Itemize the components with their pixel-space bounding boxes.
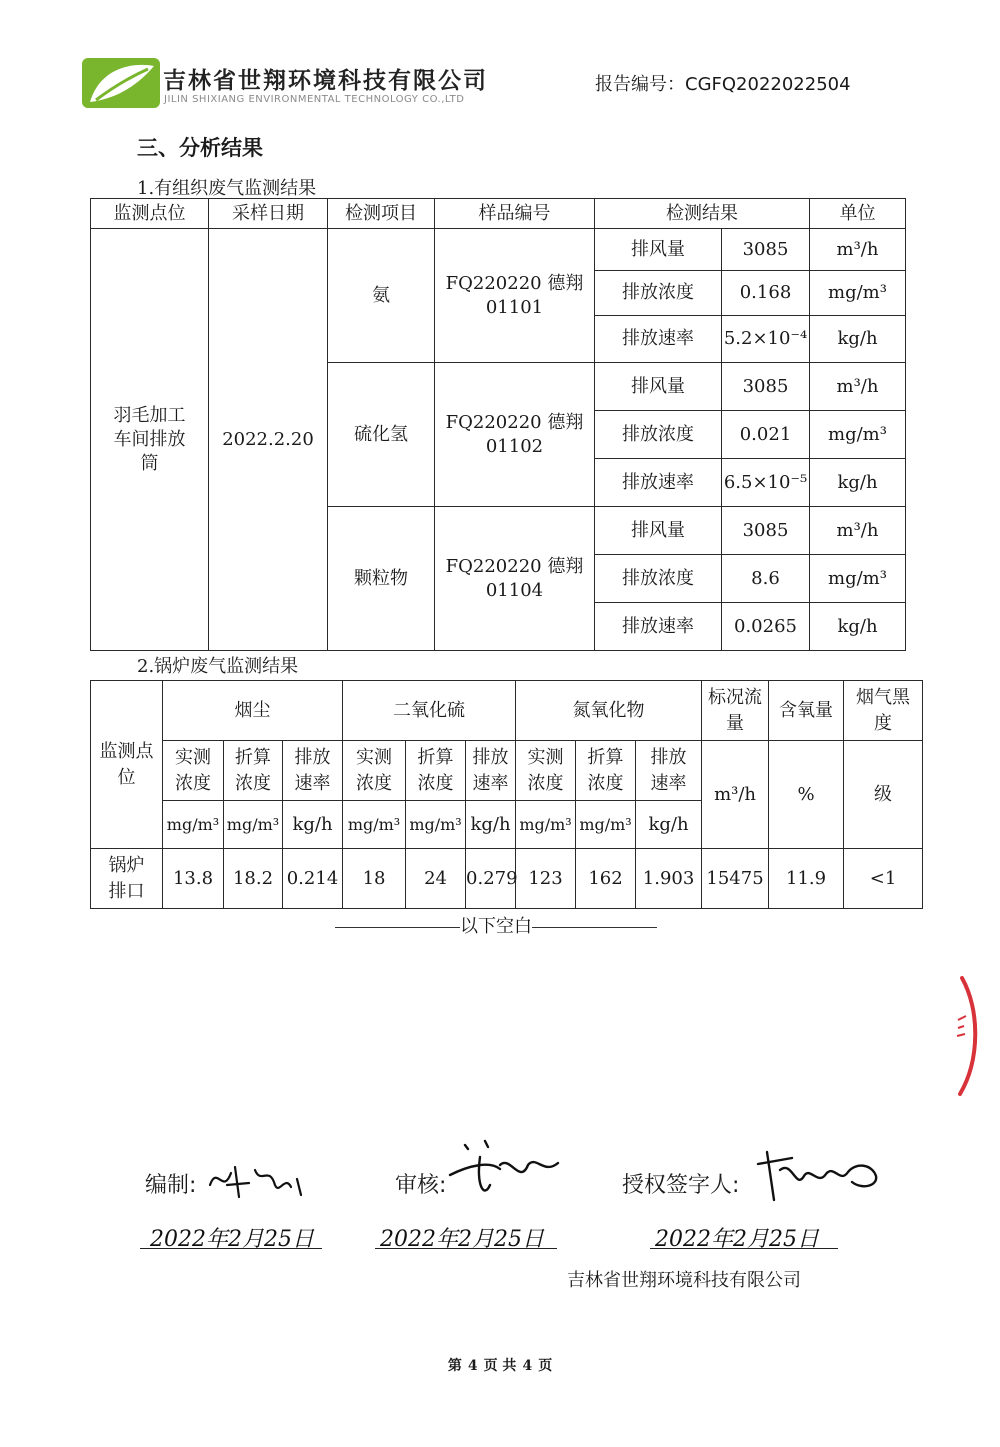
report-number-value: CGFQ2022022504 [685,74,851,95]
location-cell: 锅炉排口 [91,849,163,909]
sub-header: 实测浓度 [516,741,576,801]
sub-header: 排放速率 [466,741,516,801]
end-line-right [532,927,657,928]
page-suffix: 页 [538,1358,553,1374]
sub-header: 排放速率 [283,741,343,801]
unit-cell: mg/m³ [810,271,906,316]
report-number-label: 报告编号： [595,74,685,95]
param-cell: 排风量 [595,363,722,411]
param-cell: 排风量 [595,229,722,271]
sample-cell: FQ220220 德翔 01101 [435,229,595,363]
unit-cell: mg/m³ [576,801,636,849]
report-number [595,70,851,96]
compiler-label: 编制: [145,1173,197,1198]
table-header-row [91,199,906,229]
value-cell: 0.021 [722,411,810,459]
reviewer-date-line [375,1248,557,1249]
unit-cell: mg/m³ [406,801,466,849]
unit-cell: kg/h [636,801,702,849]
boiler-title: 2.锅炉废气监测结果 [137,656,299,677]
unit-cell: kg/h [283,801,343,849]
value-cell: 3085 [722,507,810,555]
unit-cell: kg/h [466,801,516,849]
sub-header: 排放速率 [636,741,702,801]
value-cell: 0.168 [722,271,810,316]
header-cell: 检测结果 [595,199,810,229]
compiler-date-line [140,1248,322,1249]
param-cell: 排放速率 [595,603,722,651]
sample-cell: FQ220220 德翔 01104 [435,507,595,651]
sub-header: 实测浓度 [343,741,406,801]
table-header-row [91,741,923,801]
authorizer-date: 2022年2月25日 [655,1227,819,1252]
extra-header: 烟气黑度 [844,681,923,741]
boiler-table [90,680,923,909]
value-cell: 6.5×10⁻⁵ [722,459,810,507]
value-cell: 0.0265 [722,603,810,651]
extra-unit: 级 [844,741,923,849]
param-cell: 排放速率 [595,316,722,363]
company-name-en: JILIN SHIXIANG ENVIRONMENTAL TECHNOLOGY CO.,LTD [164,94,465,105]
value-cell: 0.279 [466,849,516,909]
header-cell: 监测点位 [91,199,209,229]
date-cell: 2022.2.20 [209,229,328,651]
value-cell: 15475 [702,849,769,909]
compiler-date: 2022年2月25日 [150,1227,314,1252]
value-cell: 18 [343,849,406,909]
reviewer-label: 审核: [395,1173,447,1198]
reviewer-date: 2022年2月25日 [380,1227,544,1252]
page-current: 4 [467,1358,478,1374]
value-cell: 3085 [722,363,810,411]
header-cell: 采样日期 [209,199,328,229]
company-name: 吉林省世翔环境科技有限公司 [163,68,488,94]
param-cell: 排风量 [595,507,722,555]
page-number [0,1355,1000,1375]
value-cell: 11.9 [769,849,844,909]
unit-cell: kg/h [810,603,906,651]
table-row [91,849,923,909]
unit-cell: mg/m³ [343,801,406,849]
organized-table [90,198,906,651]
param-cell: 排放速率 [595,459,722,507]
value-cell: 24 [406,849,466,909]
authorizer-signature [752,1140,887,1210]
end-text: 以下空白 [460,916,532,937]
sample-cell: FQ220220 德翔 01102 [435,363,595,507]
value-cell: 162 [576,849,636,909]
page-total: 4 [522,1358,533,1374]
item-cell: 颗粒物 [328,507,435,651]
unit-cell: kg/h [810,459,906,507]
header-cell: 样品编号 [435,199,595,229]
param-cell: 排放浓度 [595,555,722,603]
unit-cell: m³/h [810,507,906,555]
extra-unit: % [769,741,844,849]
item-cell: 氨 [328,229,435,363]
value-cell: 8.6 [722,555,810,603]
reviewer-signature [440,1135,570,1210]
section-title: 三、分析结果 [137,136,263,160]
item-cell: 硫化氢 [328,363,435,507]
sub-header: 折算浓度 [224,741,283,801]
organized-title: 1.有组织废气监测结果 [137,178,317,199]
group-header: 氮氧化物 [516,681,702,741]
authorizer-label: 授权签字人: [622,1173,740,1198]
authorizer-date-line [650,1248,838,1249]
param-cell: 排放浓度 [595,271,722,316]
footer-company: 吉林省世翔环境科技有限公司 [567,1270,801,1291]
value-cell: 5.2×10⁻⁴ [722,316,810,363]
extra-header: 标况流量 [702,681,769,741]
end-mark [330,912,662,938]
unit-cell: kg/h [810,316,906,363]
table-row [91,229,906,271]
location-header: 监测点位 [91,681,163,849]
page-mid: 页 共 [483,1358,517,1374]
value-cell: <1 [844,849,923,909]
location-cell: 羽毛加工车间排放筒 [91,229,209,651]
value-cell: 0.214 [283,849,343,909]
unit-cell: m³/h [810,229,906,271]
value-cell: 18.2 [224,849,283,909]
unit-cell: mg/m³ [516,801,576,849]
unit-cell: m³/h [810,363,906,411]
sub-header: 折算浓度 [576,741,636,801]
sub-header: 实测浓度 [163,741,224,801]
unit-cell: mg/m³ [810,555,906,603]
page-prefix: 第 [447,1358,462,1374]
value-cell: 3085 [722,229,810,271]
end-line-left [335,927,460,928]
compiler-signature [205,1155,315,1205]
unit-cell: mg/m³ [224,801,283,849]
group-header: 二氧化硫 [343,681,516,741]
company-logo [82,58,160,108]
unit-cell: mg/m³ [163,801,224,849]
value-cell: 13.8 [163,849,224,909]
unit-cell: mg/m³ [810,411,906,459]
value-cell: 1.903 [636,849,702,909]
value-cell: 123 [516,849,576,909]
table-header-row [91,681,923,741]
extra-unit: m³/h [702,741,769,849]
header-cell: 单位 [810,199,906,229]
header-cell: 检测项目 [328,199,435,229]
seal-stamp-fragment [940,970,1000,1100]
sub-header: 折算浓度 [406,741,466,801]
extra-header: 含氧量 [769,681,844,741]
param-cell: 排放浓度 [595,411,722,459]
group-header: 烟尘 [163,681,343,741]
